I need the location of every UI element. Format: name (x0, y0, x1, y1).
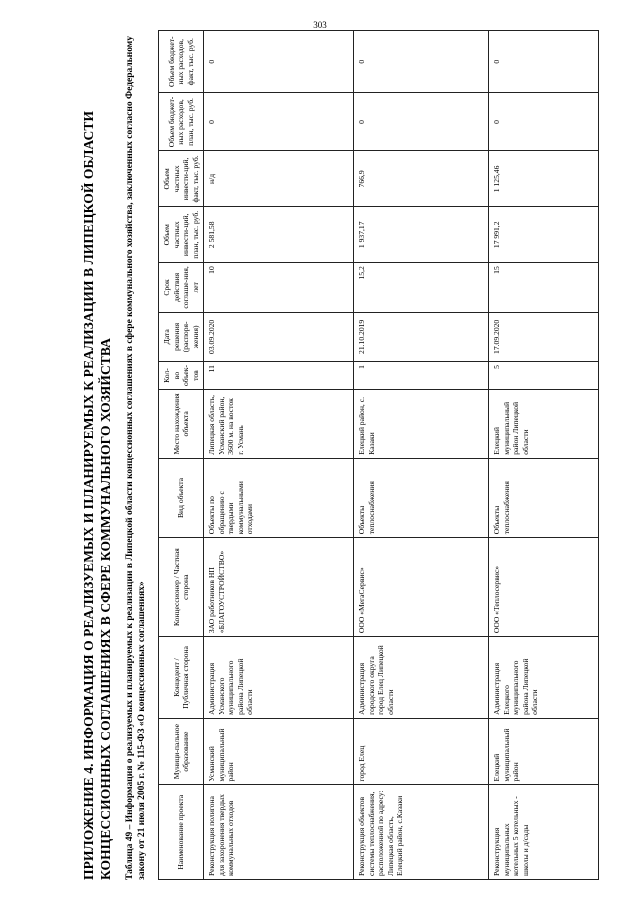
table-cell: 17 991,2 (489, 207, 599, 263)
table-cell: Администрация Елецкого муниципального района Липецкой области (489, 637, 599, 719)
table-cell: Реконструкция муниципальных котельных 5 котельных - школы и д/сады (489, 785, 599, 880)
column-header: Муници-пальное образование (159, 718, 204, 785)
table-cell: Елецкий муниципальный район (489, 718, 599, 785)
table-cell: 15,2 (354, 263, 489, 312)
table-cell: 0 (489, 93, 599, 151)
table-cell: Реконструкция объектов системы теплоснабжения, расположенной по адресу: Липецкая область, Елецкий район, с.Казаки (354, 785, 489, 880)
column-header: Кол-во объек-тов (159, 362, 204, 390)
table-cell: 1 937,17 (354, 207, 489, 263)
concession-table (158, 30, 599, 880)
table-cell: Администрация городского округа город Елец Липецкой области (354, 637, 489, 719)
table-cell: н/д (204, 151, 354, 207)
table-cell: 0 (354, 31, 489, 93)
column-header: Срок действия соглаше-ния, лет (159, 263, 204, 312)
column-header: Вид объекта (159, 458, 204, 538)
table-cell: Объекты теплоснабжения (354, 458, 489, 538)
column-header: Концессионер / Частная сторона (159, 538, 204, 637)
table-cell: Липецкая область, Усманский район, 3600 м. на восток г. Усмань (204, 390, 354, 459)
table-cell: 03.09.2020 (204, 312, 354, 361)
table-cell: Объекты теплоснабжения (489, 458, 599, 538)
column-header: Дата решения (распоря-жения) (159, 312, 204, 361)
table-cell: 1 125,46 (489, 151, 599, 207)
table-cell: ООО «МегаСервис» (354, 538, 489, 637)
table-cell: 5 (489, 362, 599, 390)
table-cell: 0 (489, 31, 599, 93)
table-cell: 21.10.2019 (354, 312, 489, 361)
table-row (489, 31, 599, 880)
table-header-row (159, 31, 204, 880)
table-cell: Елецкий район, с. Казаки (354, 390, 489, 459)
table-cell: ЗАО работников НП «БЛАГОУСТРОЙСТВО» (204, 538, 354, 637)
table-cell: 0 (354, 93, 489, 151)
table-cell: город Елец (354, 718, 489, 785)
table-cell: Елецкий муниципальный район Липецкой области (489, 390, 599, 459)
table-cell: Объекты по обращению с твердыми коммунальными отходами (204, 458, 354, 538)
column-header: Объем частных инвести-ций, факт, тыс. руб. (159, 151, 204, 207)
table-cell: 17.09.2020 (489, 312, 599, 361)
column-header: Место нахождения объекта (159, 390, 204, 459)
table-cell: 15 (489, 263, 599, 312)
column-header: Объем бюджет-ных расходов, факт, тыс. руб. (159, 31, 204, 93)
table-cell: Усманский муниципальный район (204, 718, 354, 785)
table-row (204, 31, 354, 880)
table-caption: Таблица 49 – Информация о реализуемых и планируемых к реализации в Липецкой области концессионных соглашениях в сфере коммунального хозяйства, заключенных согласно Федеральному закону от 21 июля 2005 г. № 115-ФЗ «О концессионных соглашениях» (125, 36, 147, 880)
table-cell: 2 581,58 (204, 207, 354, 263)
column-header: Концедент / Публичная сторона (159, 637, 204, 719)
table-cell: 1 (354, 362, 489, 390)
column-header: Объем частных инвести-ций, план, тыс. руб. (159, 207, 204, 263)
table-cell: Администрация Усманского муниципального района Липецкой области (204, 637, 354, 719)
table-cell: 766,9 (354, 151, 489, 207)
table-cell: 10 (204, 263, 354, 312)
column-header: Объем бюджет-ных расходов, план, тыс. руб. (159, 93, 204, 151)
appendix-title: ПРИЛОЖЕНИЕ 4. ИНФОРМАЦИЯ О РЕАЛИЗУЕМЫХ И ПЛАНИРУЕМЫХ К РЕАЛИЗАЦИИ В ЛИПЕЦКОЙ ОБЛАСТИ КОНЦЕССИОННЫХ СОГЛАШЕНИЯХ В СФЕРЕ КОММУНАЛЬНОГО ХОЗЯЙСТВА (81, 110, 113, 880)
page-number: 303 (313, 20, 327, 30)
table-cell: 0 (204, 93, 354, 151)
rotated-page-content (80, 30, 640, 880)
table-cell: 0 (204, 31, 354, 93)
table-cell: Реконструкция полигона для захоронения твердых коммунальных отходов (204, 785, 354, 880)
table-row (354, 31, 489, 880)
table-cell: 11 (204, 362, 354, 390)
column-header: Наименование проекта (159, 785, 204, 880)
table-cell: ООО «Теплосервис» (489, 538, 599, 637)
